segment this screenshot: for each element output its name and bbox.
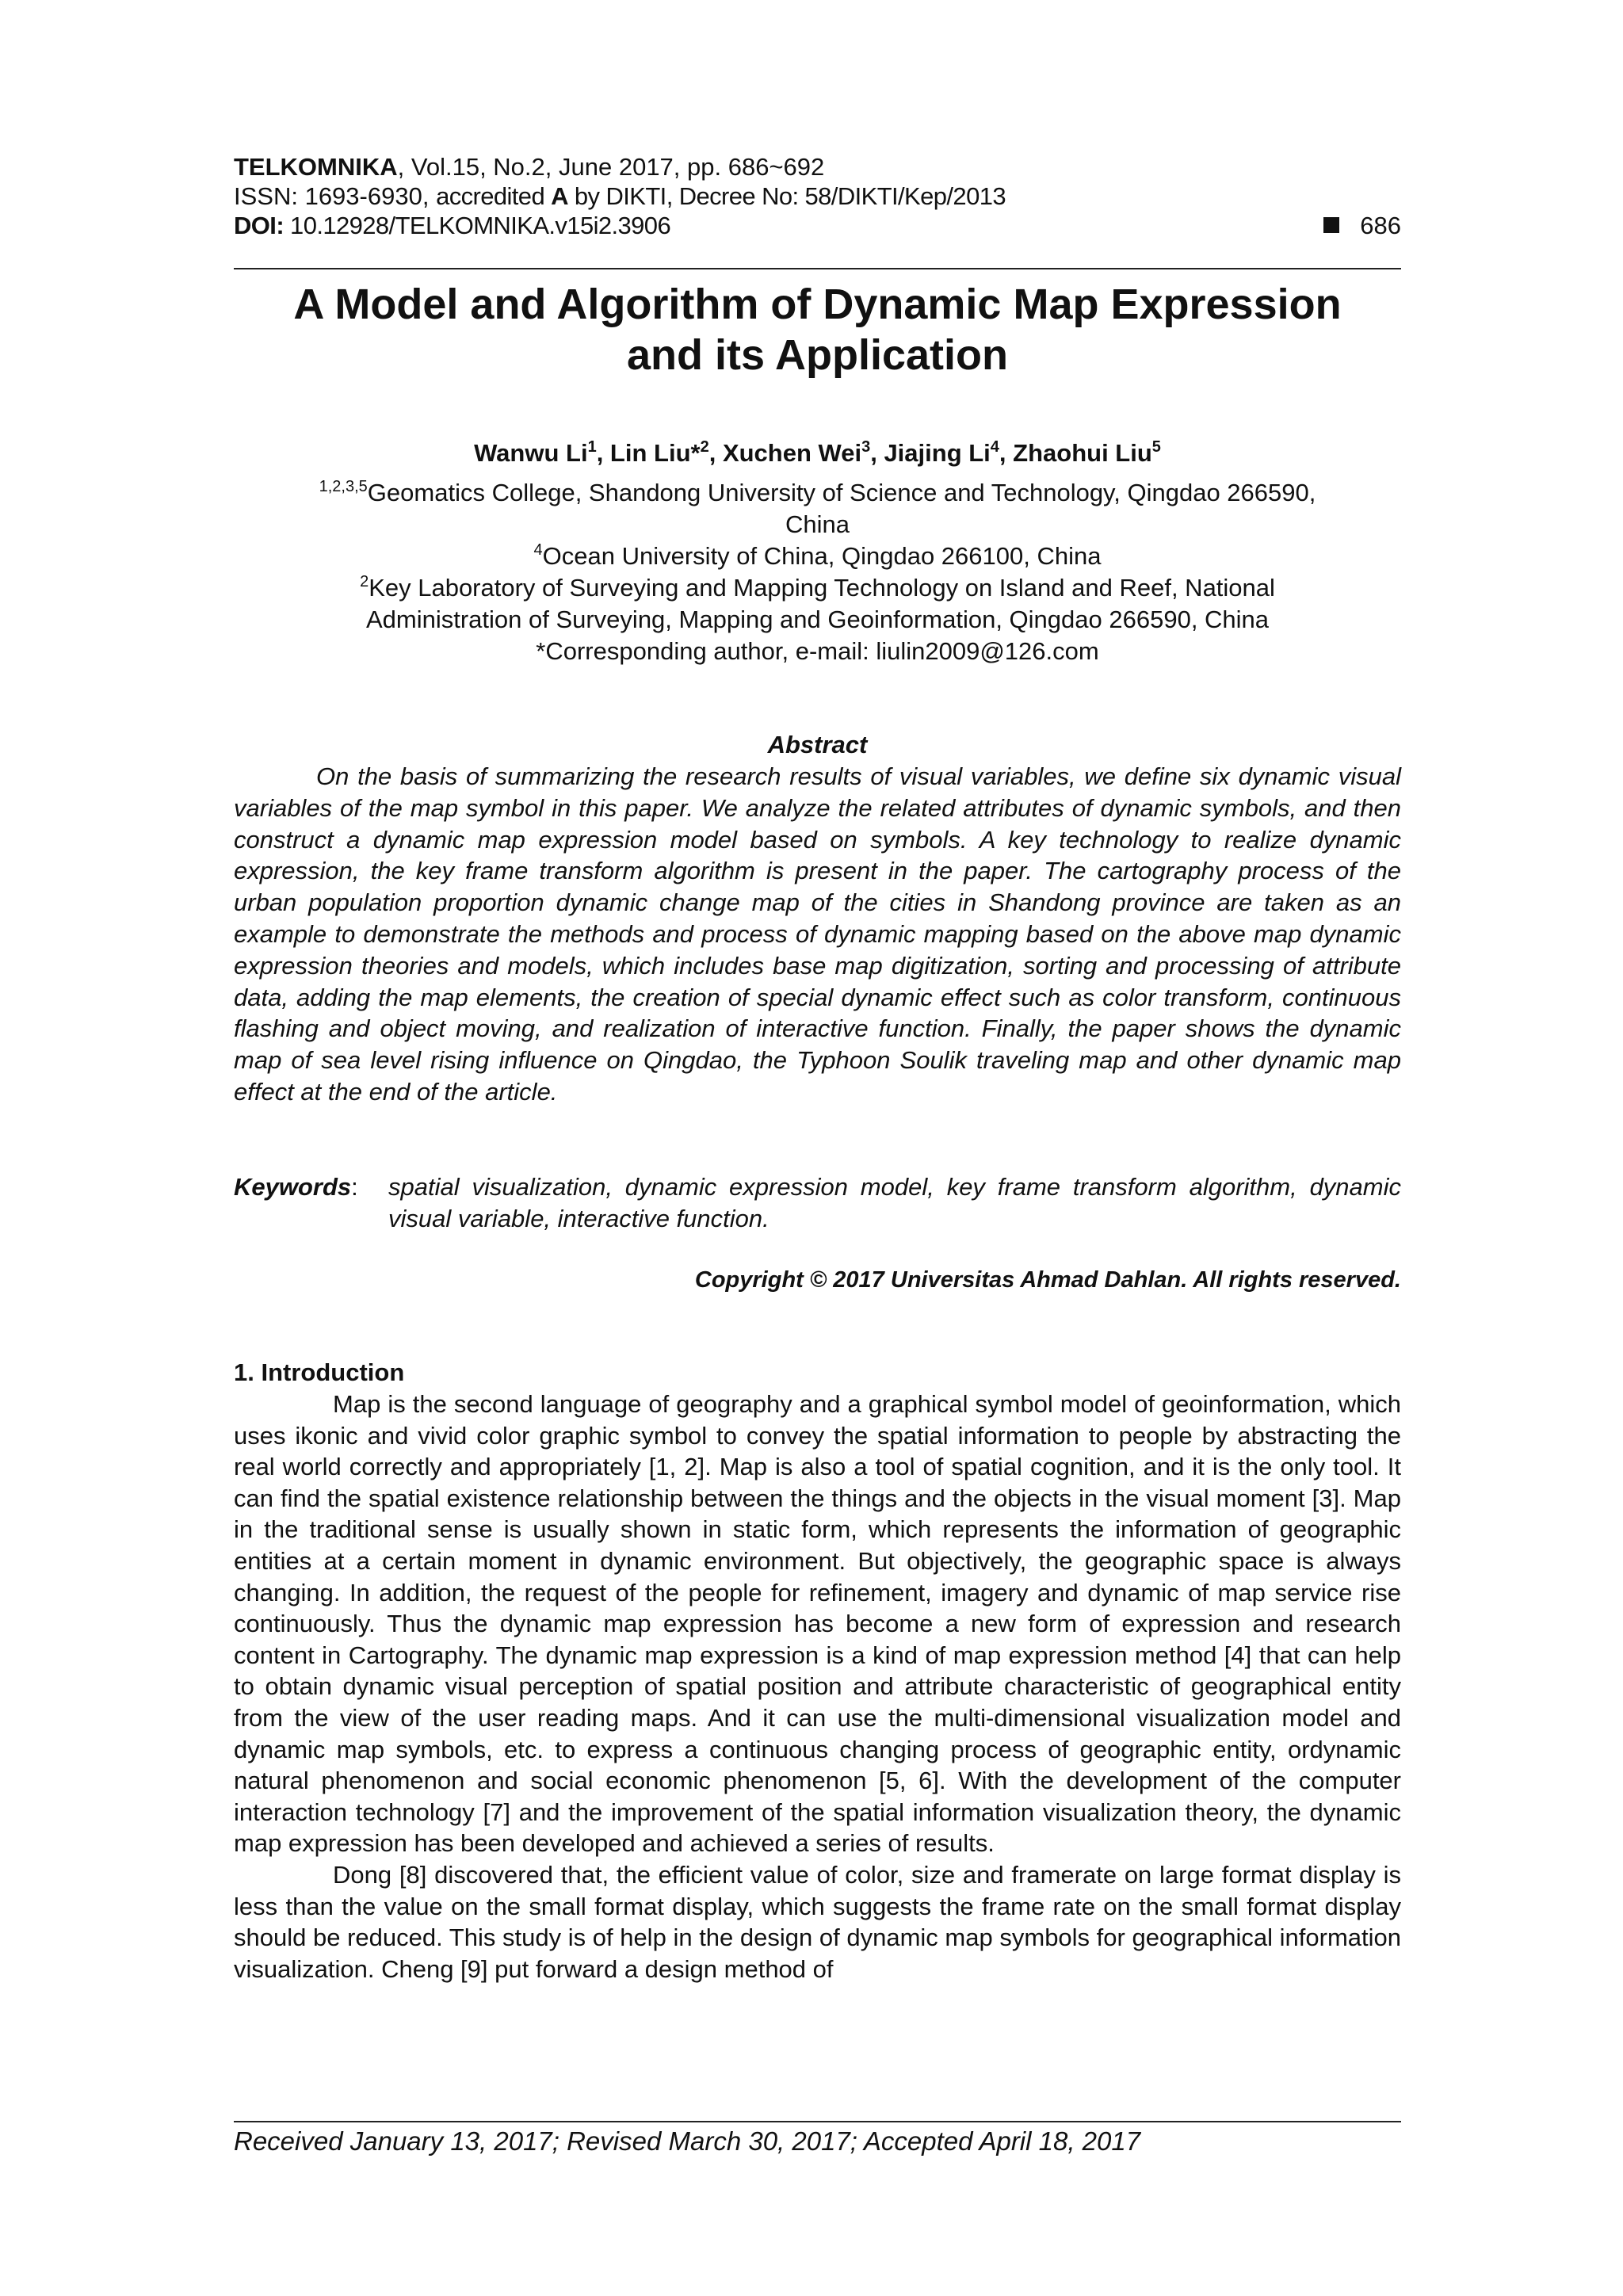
- title-line-2: and its Application: [626, 331, 1009, 379]
- affiliation-mark: 4: [533, 541, 543, 559]
- square-bullet-icon: [1323, 217, 1339, 233]
- affiliations: [234, 477, 1401, 667]
- journal-line: [234, 152, 1401, 181]
- journal-name: TELKOMNIKA: [234, 153, 398, 181]
- affiliation-text: Key Laboratory of Surveying and Mapping Technology on Island and Reef, National: [369, 574, 1275, 602]
- author-name: Xuchen Wei: [722, 439, 862, 467]
- volume-info: , Vol.15, No.2, June 2017, pp. 686~692: [397, 153, 825, 181]
- author-name: Zhaohui Liu: [1013, 439, 1152, 467]
- affiliation-3: [234, 572, 1401, 604]
- doi-label: DOI:: [234, 212, 285, 239]
- author-name: Wanwu Li: [474, 439, 588, 467]
- header-rule: [234, 268, 1401, 269]
- author-name: Lin Liu*: [609, 439, 701, 467]
- author-mark: 1: [587, 438, 597, 456]
- accredited-grade: A: [551, 182, 568, 210]
- author-mark: 5: [1151, 438, 1161, 456]
- doi-value: 10.12928/TELKOMNIKA.v15i2.3906: [284, 212, 671, 239]
- author-separator: ,: [708, 439, 723, 467]
- author-mark: 4: [990, 438, 999, 456]
- issn-line: [234, 181, 1401, 211]
- affiliation-text: Ocean University of China, Qingdao 266100, China: [542, 542, 1102, 570]
- affiliation-text: Geomatics College, Shandong University of Science and Technology, Qingdao 266590,: [367, 479, 1316, 506]
- abstract-text: On the basis of summarizing the research results of visual variables, we define six dynamic visual variables of the map symbol in this paper. We analyze the related attributes of dynamic symbols, and then construct a dynamic map expression model based on symbols. A key technology to realize dynamic expression, the key frame transform algorithm is present in the paper. The cartography process of the urban population proportion dynamic change map of the cities in Shandong province are taken as an example to demonstrate the methods and process of dynamic mapping based on the above map dynamic expression theories and models, which includes base map digitization, sorting and processing of attribute data, adding the map elements, the creation of special dynamic effect such as color transform, continuous flashing and object moving, and realization of interactive function. Finally, the paper shows the dynamic map of sea level rising influence on Qingdao, the Typhoon Soulik traveling map and other dynamic map effect at the end of the article.: [234, 762, 1401, 1106]
- introduction-body: [234, 1389, 1401, 1985]
- keywords-label-wrap: [234, 1171, 358, 1203]
- issn: ISSN: 1693-6930,: [234, 182, 437, 210]
- keywords-colon: :: [351, 1173, 358, 1201]
- author-mark: 3: [861, 438, 871, 456]
- title-line-1: A Model and Algorithm of Dynamic Map Expression: [293, 281, 1342, 328]
- abstract-heading: Abstract: [767, 731, 868, 758]
- keywords-text: spatial visualization, dynamic expression model, key frame transform algorithm, dynamic visual variable, interactive function.: [388, 1173, 1401, 1232]
- accredited-post: by DIKTI, Decree No: 58/DIKTI/Kep/2013: [567, 182, 1006, 210]
- affiliation-mark: 1,2,3,5: [319, 478, 368, 495]
- running-header: [234, 152, 1401, 240]
- received-dates: Received January 13, 2017; Revised March 30, 2017; Accepted April 18, 2017: [234, 2126, 1141, 2156]
- author-separator: ,: [596, 439, 610, 467]
- keywords-label: Keywords: [234, 1173, 352, 1201]
- paper-title: [234, 279, 1401, 380]
- copyright-notice: Copyright © 2017 Universitas Ahmad Dahlan. All rights reserved.: [694, 1267, 1401, 1293]
- corresponding-author: *Corresponding author, e-mail: liulin2009@126.com: [536, 637, 1099, 665]
- accredited-pre: accredited: [436, 182, 552, 210]
- affiliation-3-cont: Administration of Surveying, Mapping and Geoinformation, Qingdao 266590, China: [365, 606, 1270, 633]
- affiliation-1: [234, 477, 1401, 509]
- author-name: Jiajing Li: [884, 439, 991, 467]
- author-list: [234, 437, 1401, 469]
- page-number: 686: [1360, 212, 1401, 239]
- body-paragraph: Map is the second language of geography and a graphical symbol model of geoinformation, which uses ikonic and vivid color graphic symbol to convey the spatial information to people by abstracting the real world correctly and appropriately [1, 2]. Map is also a tool of spatial cognition, and it is the only tool. It can find the spatial existence relationship between the things and the objects in the visual moment [3]. Map in the traditional sense is usually shown in static form, which represents the information of geographic entities at a certain moment in dynamic environment. But objectively, the geographic space is always changing. In addition, the request of the people for refinement, imagery and dynamic of map service rise continuously. Thus the dynamic map expression has become a new form of expression and research content in Cartography. The dynamic map expression is a kind of map expression method [4] that can help to obtain dynamic visual perception of spatial position and attribute characteristic of geographical entity from the view of the user reading maps. And it can use the multi-dimensional visualization model and dynamic map symbols, etc. to express a continuous changing process of geographic entity, ordynamic natural phenomenon and social economic phenomenon [5, 6]. With the development of the computer interaction technology [7] and the improvement of the spatial information visualization theory, the dynamic map expression has been developed and achieved a series of results.: [234, 1390, 1401, 1858]
- affiliation-1-cont: China: [785, 510, 850, 538]
- page-number-block: [1323, 211, 1401, 240]
- author-separator: ,: [999, 439, 1014, 467]
- doi-line: [234, 211, 1401, 240]
- author-mark: 2: [700, 438, 709, 456]
- affiliation-mark: 2: [360, 573, 369, 590]
- section-heading: 1. Introduction: [234, 1358, 405, 1386]
- footer-rule: [234, 2121, 1401, 2122]
- keywords-block: [234, 1171, 1401, 1235]
- author-separator: ,: [870, 439, 884, 467]
- affiliation-2: [234, 541, 1401, 572]
- body-paragraph: Dong [8] discovered that, the efficient value of color, size and framerate on large format display is less than the value on the small format display, which suggests the frame rate on the small format display should be reduced. This study is of help in the design of dynamic map symbols for geographical information visualization. Cheng [9] put forward a design method of: [234, 1860, 1401, 1983]
